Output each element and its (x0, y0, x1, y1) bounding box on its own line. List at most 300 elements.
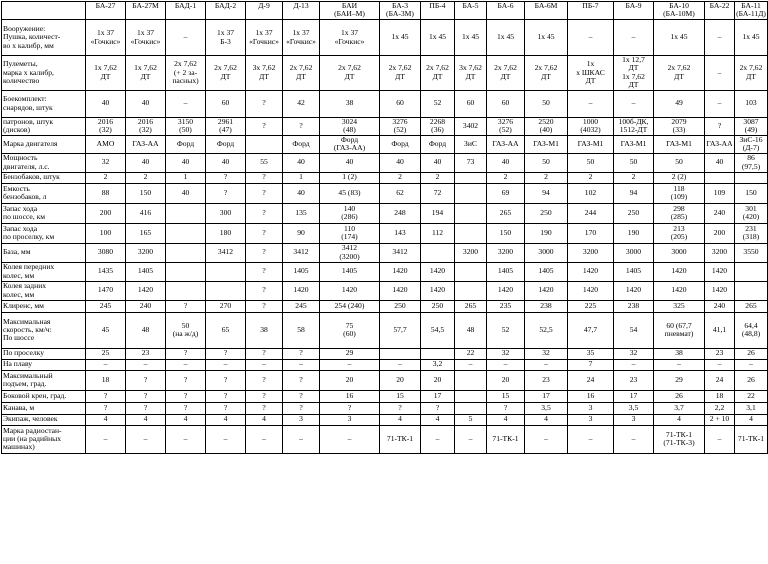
table-cell: 213 (205) (654, 223, 705, 243)
table-cell: Форд (166, 135, 206, 153)
table-cell: 1405 (614, 262, 654, 281)
row-label: Емкость бензобаков, л (2, 183, 86, 203)
table-cell: 112 (421, 223, 455, 243)
table-cell: ЗиС-16 (Д-7) (735, 135, 768, 153)
table-cell: 73 (455, 153, 487, 172)
table-cell: 26 (654, 390, 705, 402)
table-cell: 26 (735, 348, 768, 359)
table-cell: 298 (285) (654, 203, 705, 223)
table-cell: 3402 (455, 117, 487, 135)
table-cell: 1х 45 (455, 20, 487, 56)
table-cell: 1470 (86, 281, 126, 300)
table-cell: 4 (380, 414, 421, 425)
row-label: Колея задних колес, мм (2, 281, 86, 300)
table-cell: 301 (420) (735, 203, 768, 223)
table-cell: 225 (568, 300, 614, 312)
table-cell: 1х 37 «Гочкис» (86, 20, 126, 56)
table-cell: 4 (421, 414, 455, 425)
table-cell: ? (246, 117, 283, 135)
table-cell: ? (86, 402, 126, 414)
table-cell: 55 (246, 153, 283, 172)
table-cell: 1х 37 «Гочкис» (126, 20, 166, 56)
table-cell: 2 (568, 172, 614, 183)
table-cell: 40 (421, 153, 455, 172)
table-cell (421, 348, 455, 359)
table-cell: 3150 (50) (166, 117, 206, 135)
table-cell: – (86, 359, 126, 370)
table-cell: АМО (86, 135, 126, 153)
table-row (2, 117, 768, 135)
table-cell: 17 (421, 390, 455, 402)
table-cell: 1х 7,62 ДТ (126, 56, 166, 91)
table-cell: 1420 (320, 281, 380, 300)
table-cell: 4 (206, 414, 246, 425)
table-cell: 180 (206, 223, 246, 243)
table-cell: – (320, 359, 380, 370)
table-row (2, 135, 768, 153)
table-cell: 3200 (487, 243, 525, 262)
table-cell: 2х 7,62 ДТ (487, 56, 525, 91)
table-cell: 143 (380, 223, 421, 243)
row-label: Боекомплект: снарядов, штук (2, 90, 86, 117)
table-cell: 23 (126, 348, 166, 359)
table-cell: 2х 7,62 ДТ (654, 56, 705, 91)
table-cell: 140 (286) (320, 203, 380, 223)
table-cell: – (126, 359, 166, 370)
column-header: БА-27 (86, 2, 126, 20)
table-cell (455, 370, 487, 390)
table-cell: 52,5 (525, 312, 568, 348)
table-row (2, 348, 768, 359)
table-cell: ? (126, 402, 166, 414)
table-cell: 3х 7,62 ДТ (455, 56, 487, 91)
table-cell: ? (206, 390, 246, 402)
table-cell: 75 (60) (320, 312, 380, 348)
table-cell: – (421, 425, 455, 453)
row-label: патронов, штук (дисков) (2, 117, 86, 135)
table-row (2, 370, 768, 390)
table-cell: 254 (240) (320, 300, 380, 312)
table-cell: 1405 (126, 262, 166, 281)
table-cell: ГАЗ-М1 (568, 135, 614, 153)
table-cell: ГАЗ-АА (487, 135, 525, 153)
table-cell: ГАЗ-АА (705, 135, 735, 153)
table-cell: 71-ТК-1 (735, 425, 768, 453)
table-row (2, 183, 768, 203)
table-cell: – (487, 359, 525, 370)
table-cell: 5 (455, 414, 487, 425)
table-cell: 1х 37 «Гочкис» (283, 20, 320, 56)
table-cell: 2079 (33) (654, 117, 705, 135)
row-label: По проселку (2, 348, 86, 359)
table-cell: 248 (380, 203, 421, 223)
table-cell (455, 402, 487, 414)
table-cell: 200 (705, 223, 735, 243)
table-cell: 29 (654, 370, 705, 390)
table-cell (166, 281, 206, 300)
table-cell: 416 (126, 203, 166, 223)
table-cell: ЗиС (455, 135, 487, 153)
table-cell (246, 135, 283, 153)
table-cell: 265 (487, 203, 525, 223)
table-cell: 2 (421, 172, 455, 183)
table-cell: 3х 7,62 ДТ (246, 56, 283, 91)
table-cell: ГАЗ-М1 (614, 135, 654, 153)
table-cell: 2 (525, 172, 568, 183)
table-cell: – (525, 425, 568, 453)
table-row (2, 243, 768, 262)
table-cell: 18 (705, 390, 735, 402)
table-cell: 40 (126, 153, 166, 172)
table-cell: 2 (614, 172, 654, 183)
table-cell: ? (206, 402, 246, 414)
row-label: Запас хода по шоссе, км (2, 203, 86, 223)
row-label: Пулеметы, марка х калибр, количество (2, 56, 86, 91)
table-cell: 64,4 (48,8) (735, 312, 768, 348)
table-cell: ? (246, 390, 283, 402)
table-cell: 300 (206, 203, 246, 223)
table-cell: 23 (525, 370, 568, 390)
table-cell: – (614, 90, 654, 117)
table-cell: 60 (67,7 пневмат) (654, 312, 705, 348)
table-cell: 1420 (705, 281, 735, 300)
table-cell: 40 (705, 153, 735, 172)
table-cell: ГАЗ-АА (126, 135, 166, 153)
table-cell: 2х 7,62 ДТ (525, 56, 568, 91)
table-cell: – (166, 425, 206, 453)
table-cell: ? (380, 402, 421, 414)
table-cell: 40 (126, 90, 166, 117)
row-label: База, мм (2, 243, 86, 262)
table-cell: 1405 (320, 262, 380, 281)
table-cell: 40 (86, 90, 126, 117)
column-header: БАД-2 (206, 2, 246, 20)
table-cell: 4 (487, 414, 525, 425)
table-cell: 150 (487, 223, 525, 243)
table-cell: 60 (487, 90, 525, 117)
table-cell: 103 (735, 90, 768, 117)
table-cell: 265 (735, 300, 768, 312)
table-cell: 270 (206, 300, 246, 312)
table-cell: – (568, 20, 614, 56)
table-cell: 1420 (654, 281, 705, 300)
table-cell: 4 (525, 414, 568, 425)
table-row (2, 203, 768, 223)
table-cell: 2х 7,62 (+ 2 за- пасных) (166, 56, 206, 91)
table-cell: 2 (86, 172, 126, 183)
row-label: Вооружение: Пушка, количест- во х калибр, мм (2, 20, 86, 56)
table-cell: 100б-ДК, 1512-ДТ (614, 117, 654, 135)
table-cell: 2х 7,62 ДТ (421, 56, 455, 91)
table-cell: 240 (126, 300, 166, 312)
table-cell: – (705, 90, 735, 117)
table-cell: ? (246, 172, 283, 183)
row-label: Канава, м (2, 402, 86, 414)
table-cell: 1405 (487, 262, 525, 281)
column-header: БАД-1 (166, 2, 206, 20)
table-cell: ГАЗ-М1 (654, 135, 705, 153)
table-cell: 250 (380, 300, 421, 312)
table-cell: ? (283, 117, 320, 135)
table-cell: 3276 (52) (380, 117, 421, 135)
table-cell: Форд (380, 135, 421, 153)
table-cell: – (126, 425, 166, 453)
table-cell: 1420 (525, 281, 568, 300)
table-cell: 20 (320, 370, 380, 390)
table-cell: 23 (614, 370, 654, 390)
table-cell: 15 (380, 390, 421, 402)
row-label: На плаву (2, 359, 86, 370)
table-row (2, 300, 768, 312)
table-cell: 3 (614, 414, 654, 425)
table-cell: 170 (568, 223, 614, 243)
table-row (2, 414, 768, 425)
table-cell: 57,7 (380, 312, 421, 348)
table-cell: 2х 7,62 ДТ (320, 56, 380, 91)
table-cell: 3000 (525, 243, 568, 262)
table-cell: 1420 (568, 262, 614, 281)
table-cell: 3 (283, 414, 320, 425)
table-cell: 25 (86, 348, 126, 359)
table-cell: 265 (455, 300, 487, 312)
table-cell: 15 (487, 390, 525, 402)
table-cell: 3200 (455, 243, 487, 262)
table-cell: – (166, 20, 206, 56)
table-cell (735, 262, 768, 281)
row-label: Боковой крен, град. (2, 390, 86, 402)
table-cell: 42 (283, 90, 320, 117)
table-cell: 238 (525, 300, 568, 312)
table-cell: 2 (487, 172, 525, 183)
table-cell: 3,7 (654, 402, 705, 414)
table-cell: 38 (654, 348, 705, 359)
table-cell: 22 (735, 390, 768, 402)
table-cell: ? (86, 390, 126, 402)
table-cell (455, 390, 487, 402)
table-cell: – (705, 359, 735, 370)
table-cell: 150 (735, 183, 768, 203)
table-cell: 3412 (380, 243, 421, 262)
row-label: Колея передних колес, мм (2, 262, 86, 281)
table-cell: ? (246, 281, 283, 300)
table-cell: 245 (86, 300, 126, 312)
table-cell: 1х 45 (487, 20, 525, 56)
row-label: Марка двигателя (2, 135, 86, 153)
table-cell: 1420 (380, 262, 421, 281)
table-cell: 4 (246, 414, 283, 425)
table-cell: ? (487, 402, 525, 414)
table-cell: 3412 (283, 243, 320, 262)
table-cell: 250 (525, 203, 568, 223)
table-cell: 1х 45 (735, 20, 768, 56)
table-cell: 86 (97,5) (735, 153, 768, 172)
table-cell: 3,1 (735, 402, 768, 414)
table-cell: 16 (320, 390, 380, 402)
column-header: БА-9 (614, 2, 654, 20)
table-cell: 35 (568, 348, 614, 359)
column-header: Д-13 (283, 2, 320, 20)
table-cell: 45 (83) (320, 183, 380, 203)
table-cell: 2 + 10 (705, 414, 735, 425)
table-cell: – (246, 359, 283, 370)
table-cell: 190 (614, 223, 654, 243)
table-cell: 72 (421, 183, 455, 203)
table-cell: 250 (614, 203, 654, 223)
table-cell: 3 (320, 414, 380, 425)
table-cell: 250 (421, 300, 455, 312)
table-cell: 40 (166, 183, 206, 203)
table-cell: 4 (126, 414, 166, 425)
table-row (2, 223, 768, 243)
table-cell (455, 281, 487, 300)
table-row (2, 153, 768, 172)
table-cell: 2 (2) (654, 172, 705, 183)
table-cell: 1х 37 «Гочкис» (320, 20, 380, 56)
column-header: БА-11 (БА-11Д) (736, 1, 766, 19)
table-cell: – (206, 359, 246, 370)
table-cell: 94 (614, 183, 654, 203)
column-header: БА-6 (487, 2, 525, 20)
table-cell: 20 (487, 370, 525, 390)
table-cell: 4 (654, 414, 705, 425)
table-cell: ? (283, 348, 320, 359)
table-cell: 24 (568, 370, 614, 390)
table-cell: – (283, 359, 320, 370)
table-cell: ? (246, 223, 283, 243)
table-cell: 1420 (705, 262, 735, 281)
table-cell: ? (421, 402, 455, 414)
table-cell: 50 (525, 90, 568, 117)
table-cell: 60 (455, 90, 487, 117)
table-cell: ? (206, 172, 246, 183)
table-cell: 2520 (40) (525, 117, 568, 135)
table-cell: 3200 (568, 243, 614, 262)
row-label: Максимальная скорость, км/ч: По шоссе (2, 312, 86, 348)
table-cell: 60 (380, 90, 421, 117)
table-cell: ? (166, 390, 206, 402)
table-cell: 1420 (421, 281, 455, 300)
table-cell: Форд (ГАЗ-АА) (320, 135, 380, 153)
table-cell: 45 (86, 312, 126, 348)
column-header: ПБ-7 (568, 2, 614, 20)
table-cell: 49 (654, 90, 705, 117)
table-cell: – (654, 359, 705, 370)
table-cell (455, 172, 487, 183)
table-cell: 1405 (525, 262, 568, 281)
row-label: Запас хода по проселку, км (2, 223, 86, 243)
row-label: Мощность двигателя, л.с. (2, 153, 86, 172)
table-cell: 40 (283, 183, 320, 203)
table-row (2, 281, 768, 300)
column-header: БАИ (БАИ–М) (320, 2, 380, 20)
table-cell: Форд (283, 135, 320, 153)
table-cell: 65 (206, 312, 246, 348)
table-cell: 3200 (126, 243, 166, 262)
table-row (2, 20, 768, 56)
table-cell: 2 (126, 172, 166, 183)
table-cell: ? (246, 370, 283, 390)
table-cell: 32 (86, 153, 126, 172)
table-cell: 18 (86, 370, 126, 390)
table-cell: ? (166, 370, 206, 390)
table-cell: 40 (487, 153, 525, 172)
table-cell: – (614, 20, 654, 56)
table-cell: 109 (705, 183, 735, 203)
table-cell (705, 172, 735, 183)
table-cell: ? (283, 402, 320, 414)
table-cell: 48 (126, 312, 166, 348)
table-cell: – (705, 425, 735, 453)
table-cell: – (614, 359, 654, 370)
table-cell: 2961 (47) (206, 117, 246, 135)
table-cell: 238 (614, 300, 654, 312)
table-cell: 3000 (614, 243, 654, 262)
table-cell: 40 (380, 153, 421, 172)
table-cell: 17 (525, 390, 568, 402)
table-cell (421, 243, 455, 262)
column-header: БА-27М (126, 2, 166, 20)
table-cell: ? (246, 348, 283, 359)
table-cell: 2х 7,62 ДТ (380, 56, 421, 91)
table-cell: – (568, 425, 614, 453)
table-cell: 26 (735, 370, 768, 390)
table-cell: 71-ТК-1 (380, 425, 421, 453)
table-cell (206, 262, 246, 281)
table-cell: 240 (705, 300, 735, 312)
table-cell: 52 (487, 312, 525, 348)
table-cell: 194 (421, 203, 455, 223)
table-cell: 1435 (86, 262, 126, 281)
table-cell: 325 (654, 300, 705, 312)
table-cell: 50 (614, 153, 654, 172)
table-cell: 135 (283, 203, 320, 223)
table-cell: 2016 (32) (86, 117, 126, 135)
table-row (2, 262, 768, 281)
table-cell: 1х 12,7 ДТ 1х 7,62 ДТ (614, 56, 654, 91)
table-cell: 110 (174) (320, 223, 380, 243)
table-cell: – (380, 359, 421, 370)
table-cell: 1420 (380, 281, 421, 300)
table-cell: ? (246, 243, 283, 262)
table-body (2, 20, 768, 454)
table-cell: 3,2 (421, 359, 455, 370)
table-cell: 40 (283, 153, 320, 172)
table-cell: 3 (568, 414, 614, 425)
table-cell: – (166, 359, 206, 370)
table-cell: 150 (126, 183, 166, 203)
table-cell: 32 (487, 348, 525, 359)
table-cell: 41,1 (705, 312, 735, 348)
table-cell: – (735, 359, 768, 370)
column-header: БА-5 (455, 2, 487, 20)
table-cell: 1420 (487, 281, 525, 300)
table-cell: – (705, 56, 735, 91)
specs-table (1, 1, 768, 454)
table-cell (455, 203, 487, 223)
table-cell: Форд (421, 135, 455, 153)
table-cell: 2016 (32) (126, 117, 166, 135)
table-cell: 38 (246, 312, 283, 348)
table-cell: 69 (487, 183, 525, 203)
table-cell: 52 (421, 90, 455, 117)
table-cell: – (705, 20, 735, 56)
header-corner (2, 2, 86, 20)
table-cell: 1х 7,62 ДТ (86, 56, 126, 91)
table-cell: 54 (614, 312, 654, 348)
table-cell: 17 (614, 390, 654, 402)
table-cell: ГАЗ-М1 (525, 135, 568, 153)
table-cell: 1х 45 (525, 20, 568, 56)
